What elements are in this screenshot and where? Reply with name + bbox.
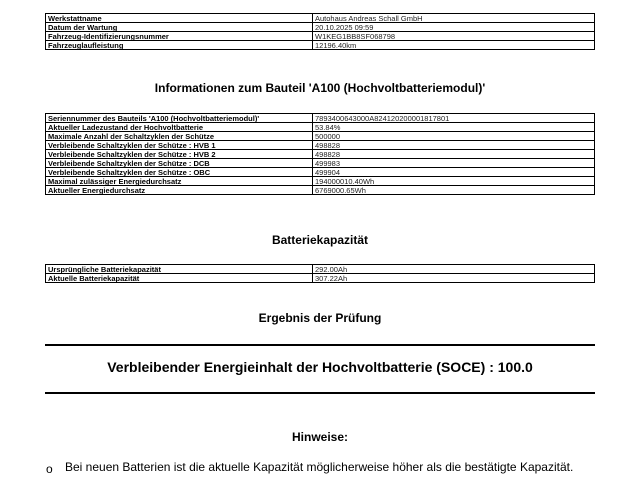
table-row bbox=[46, 123, 595, 132]
table-row bbox=[46, 150, 595, 159]
table-row bbox=[46, 23, 595, 32]
row-value: 498828 bbox=[313, 141, 595, 150]
row-label: Datum der Wartung bbox=[46, 23, 313, 32]
row-label: Seriennummer des Bauteils 'A100 (Hochvoltbatteriemodul)' bbox=[46, 114, 313, 123]
row-value: 500000 bbox=[313, 132, 595, 141]
capacity-table bbox=[45, 264, 595, 283]
row-value: 292.00Ah bbox=[313, 265, 595, 274]
table-row bbox=[46, 265, 595, 274]
bullet-marker: o bbox=[46, 462, 53, 476]
row-value: 12196.40km bbox=[313, 41, 595, 50]
row-value: 499904 bbox=[313, 168, 595, 177]
divider bbox=[45, 344, 595, 346]
table-row bbox=[46, 132, 595, 141]
workshop-info-table bbox=[45, 13, 595, 50]
row-value: 7893400643000A824120200001817801 bbox=[313, 114, 595, 123]
table-row bbox=[46, 159, 595, 168]
table-row bbox=[46, 177, 595, 186]
row-label: Maximale Anzahl der Schaltzyklen der Schütze bbox=[46, 132, 313, 141]
row-value: 498828 bbox=[313, 150, 595, 159]
row-value: W1KEG1BB8SF068798 bbox=[313, 32, 595, 41]
table-row bbox=[46, 114, 595, 123]
row-label: Maximal zulässiger Energiedurchsatz bbox=[46, 177, 313, 186]
soce-result: Verbleibender Energieinhalt der Hochvoltbatterie (SOCE) : 100.0 bbox=[107, 359, 533, 375]
notes-heading: Hinweise: bbox=[291, 430, 348, 444]
row-label: Aktueller Energiedurchsatz bbox=[46, 186, 313, 195]
row-label: Aktuelle Batteriekapazität bbox=[46, 274, 313, 283]
row-value: 499983 bbox=[313, 159, 595, 168]
row-value: 53.84% bbox=[313, 123, 595, 132]
table-row bbox=[46, 186, 595, 195]
row-value: 194000010.40Wh bbox=[313, 177, 595, 186]
component-heading: Informationen zum Bauteil 'A100 (Hochvoltbatteriemodul)' bbox=[154, 81, 486, 95]
row-label: Werkstattname bbox=[46, 14, 313, 23]
row-label: Fahrzeuglaufleistung bbox=[46, 41, 313, 50]
row-value: 6769000.65Wh bbox=[313, 186, 595, 195]
table-row bbox=[46, 32, 595, 41]
capacity-heading: Batteriekapazität bbox=[271, 233, 369, 247]
table-row bbox=[46, 14, 595, 23]
row-value: 307.22Ah bbox=[313, 274, 595, 283]
row-label: Fahrzeug-Identifizierungsnummer bbox=[46, 32, 313, 41]
divider bbox=[45, 392, 595, 394]
row-value: 20.10.2025 09:59 bbox=[313, 23, 595, 32]
table-row bbox=[46, 141, 595, 150]
row-label: Verbleibende Schaltzyklen der Schütze : DCB bbox=[46, 159, 313, 168]
row-label: Verbleibende Schaltzyklen der Schütze : HVB 2 bbox=[46, 150, 313, 159]
table-row bbox=[46, 168, 595, 177]
note-text: Bei neuen Batterien ist die aktuelle Kapazität möglicherweise höher als die bestätigte Kapazität. bbox=[65, 460, 574, 474]
row-label: Aktueller Ladezustand der Hochvoltbatterie bbox=[46, 123, 313, 132]
table-row bbox=[46, 274, 595, 283]
result-heading: Ergebnis der Prüfung bbox=[258, 311, 382, 325]
row-label: Verbleibende Schaltzyklen der Schütze : OBC bbox=[46, 168, 313, 177]
table-row bbox=[46, 41, 595, 50]
component-info-table bbox=[45, 113, 595, 195]
row-value: Autohaus Andreas Schall GmbH bbox=[313, 14, 595, 23]
row-label: Verbleibende Schaltzyklen der Schütze : HVB 1 bbox=[46, 141, 313, 150]
row-label: Ursprüngliche Batteriekapazität bbox=[46, 265, 313, 274]
